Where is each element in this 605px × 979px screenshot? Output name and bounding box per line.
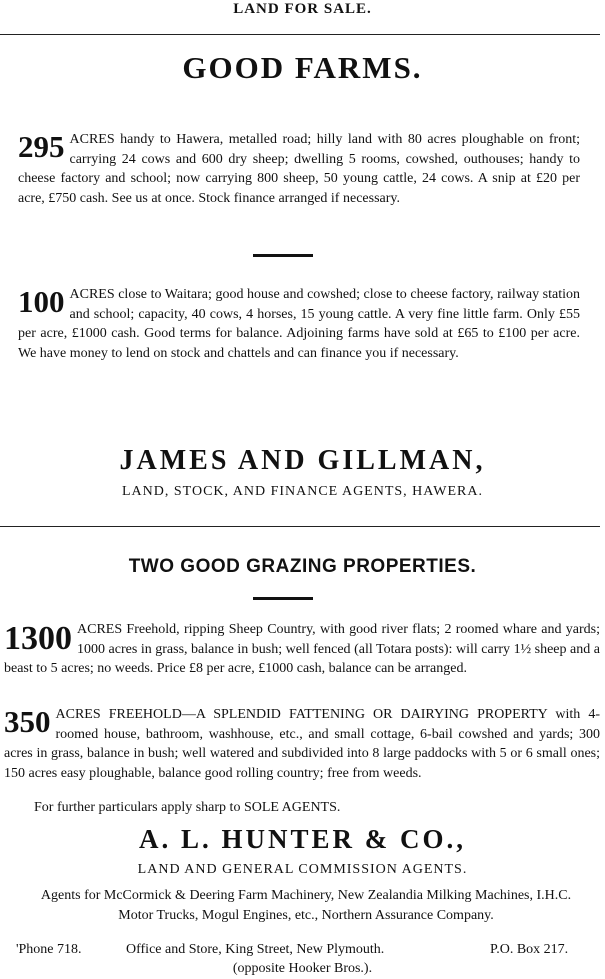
agent-name-hunter: A. L. HUNTER & CO., (138, 824, 466, 854)
listing-295-acres (18, 130, 580, 208)
agents-for-list: Agents for McCormick & Deering Farm Machinery, New Zealandia Milking Machines, I.H.C. Motor Trucks, Mogul Engines, etc., Northern Assurance Company. (40, 888, 572, 923)
office-address: Office and Store, King Street, New Plymouth. (126, 942, 385, 957)
section-title-good-farms: GOOD FARMS. (182, 50, 423, 85)
listing-100-acres (18, 285, 580, 363)
phone-number: 'Phone 718. (16, 942, 82, 957)
agent-desc: LAND, STOCK, AND FINANCE AGENTS, HAWERA. (121, 484, 483, 499)
divider (253, 254, 313, 257)
section-rule (0, 526, 600, 527)
divider (253, 597, 313, 600)
listing-350-acres (4, 705, 600, 783)
listing-text: ACRES FREEHOLD—A SPLENDID FATTENING OR DAIRYING PROPERTY with 4-roomed house, bathroom, washhouse, etc., and small cottage, 6-bail cowshed and yards; 300 acres in grass, balance in bush; well watered and subdivided into 8 large paddocks with 5 or 6 small ones; 150 acres easy ploughable, balance good rolling country; free from weeds. (4, 707, 600, 781)
listing-text: ACRES handy to Hawera, metalled road; hilly land with 80 acres ploughable on front; carrying 24 cows and 600 dry sheep; dwelling 5 rooms, cowshed, outhouses; handy to cheese factory and school; now carrying 800 sheep, 50 young cattle, 24 cows. A snip at £20 per acre, £750 cash. See us at once. Stock finance arranged if necessary. (18, 132, 580, 206)
po-box: P.O. Box 217. (490, 942, 569, 957)
page-header: LAND FOR SALE. (233, 1, 372, 17)
header-rule (0, 34, 600, 35)
listing-1300-acres (4, 620, 600, 679)
listing-acreage: 100 (18, 284, 65, 319)
listing-acreage: 295 (18, 129, 65, 164)
listing-text: ACRES Freehold, ripping Sheep Country, with good river flats; 2 roomed whare and yards; 1000 acres in grass, balance in bush; well fenced (all Totara posts): will carry 1½ sheep and a beast to 5 acres; no weeds. Price £8 per acre, £1000 cash, balance can be arranged. (4, 622, 600, 677)
agent-desc: LAND AND GENERAL COMMISSION AGENTS. (137, 862, 468, 877)
further-particulars: For further particulars apply sharp to SOLE AGENTS. (34, 800, 341, 815)
section-title-grazing: TWO GOOD GRAZING PROPERTIES. (128, 556, 477, 577)
listing-text: ACRES close to Waitara; good house and cowshed; close to cheese factory, railway station and school; capacity, 40 cows, 4 horses, 15 young cattle. A very fine little farm. Only £55 per acre, £1000 cash. Good terms for balance. Adjoining farms have sold at £65 to £100 per acre. We have money to lend on stock and chattels and can finance you if necessary. (18, 287, 580, 361)
opposite-note: (opposite Hooker Bros.). (232, 961, 373, 976)
listing-acreage: 1300 (4, 620, 72, 657)
listing-acreage: 350 (4, 704, 51, 739)
agent-name-james-gillman: JAMES AND GILLMAN, (119, 445, 486, 476)
